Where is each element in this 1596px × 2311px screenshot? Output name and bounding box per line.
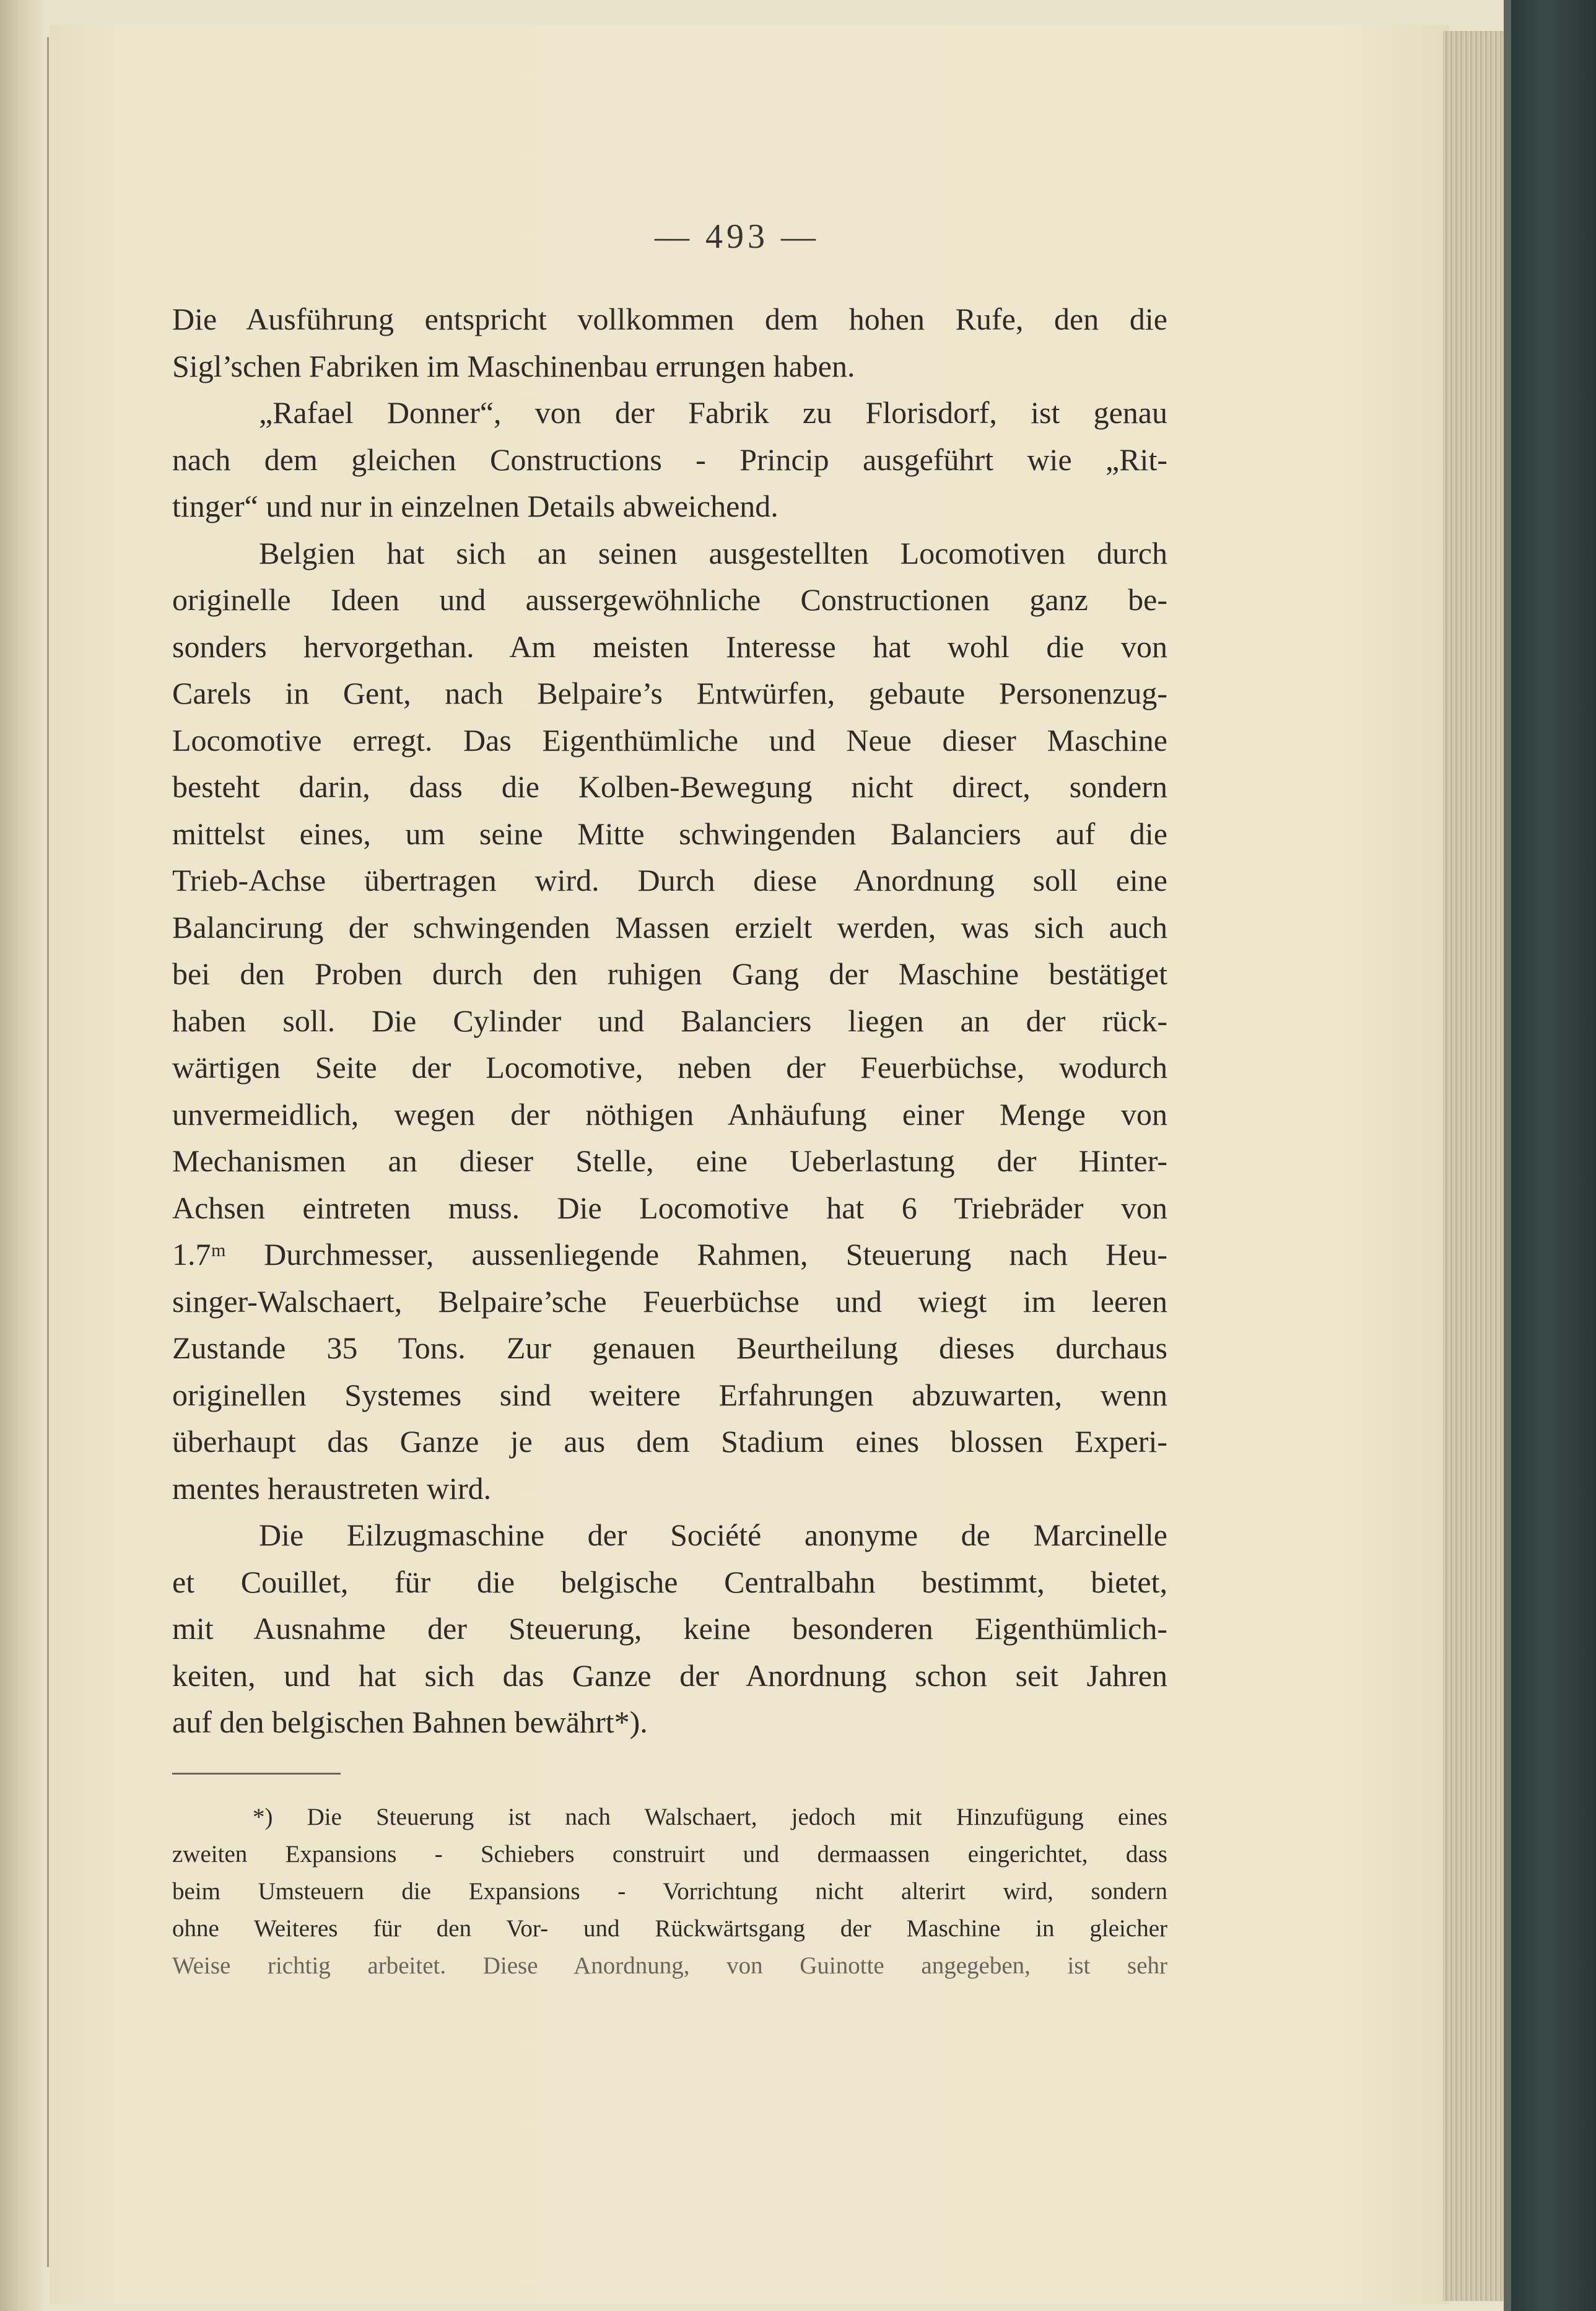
text-line: haben soll. Die Cylinder und Balanciers liegen an der rück-	[172, 1003, 1167, 1038]
text-line: 1.7ᵐ Durchmesser, aussenliegende Rahmen, Steuerung nach Heu-	[172, 1237, 1167, 1272]
footnote	[172, 1799, 1167, 1985]
text-line: Balancirung der schwingenden Massen erzielt werden, was sich auch	[172, 909, 1167, 945]
text-line: Locomotive erregt. Das Eigenthümliche und Neue dieser Maschine	[172, 722, 1167, 758]
book-cover	[1511, 0, 1596, 2311]
text-line: besteht darin, dass die Kolben-Bewegung nicht direct, sondern	[172, 769, 1167, 804]
text-line: keiten, und hat sich das Ganze der Anordnung schon seit Jahren	[172, 1658, 1167, 1693]
footnote-rule	[172, 1773, 341, 1775]
footnote-line: *) Die Steuerung ist nach Walschaert, jedoch mit Hinzufügung eines	[253, 1804, 1167, 1830]
footnote-line: ohne Weiteres für den Vor- und Rückwärtsgang der Maschine in gleicher	[172, 1915, 1167, 1942]
text-line: et Couillet, für die belgische Centralbahn bestimmt, bietet,	[172, 1564, 1167, 1599]
text-line: singer-Walschaert, Belpaire’sche Feuerbüchse und wiegt im leeren	[172, 1283, 1167, 1319]
text-line: originellen Systemes sind weitere Erfahrungen abzuwarten, wenn	[172, 1377, 1167, 1412]
text-line: sonders hervorgethan. Am meisten Interesse hat wohl die von	[172, 629, 1167, 664]
body-text	[172, 296, 1167, 1746]
text-line: mit Ausnahme der Steuerung, keine besonderen Eigenthümlich-	[172, 1611, 1167, 1646]
text-line: mittelst eines, um seine Mitte schwingenden Balanciers auf die	[172, 816, 1167, 851]
text-line: Trieb-Achse übertragen wird. Durch diese Anordnung soll eine	[172, 863, 1167, 898]
text-line: tinger“ und nur in einzelnen Details abweichend.	[172, 489, 778, 523]
text-line: Mechanismen an dieser Stelle, eine Ueberlastung der Hinter-	[172, 1143, 1167, 1178]
text-line: Die Ausführung entspricht vollkommen dem hohen Rufe, den die	[172, 302, 1167, 336]
text-line: Achsen eintreten muss. Die Locomotive hat 6 Triebräder von	[172, 1190, 1167, 1225]
text-line: Belgien hat sich an seinen ausgestellten Locomotiven durch	[259, 535, 1167, 570]
text-line: unvermeidlich, wegen der nöthigen Anhäufung einer Menge von	[172, 1096, 1167, 1132]
text-line: nach dem gleichen Constructions - Princip ausgeführt wie „Rit-	[172, 442, 1167, 477]
footnote-line: zweiten Expansions - Schiebers construirt und dermaassen eingerichtet, dass	[172, 1841, 1167, 1868]
text-line: Sigl’schen Fabriken im Maschinenbau errungen haben.	[172, 348, 855, 383]
text-line: wärtigen Seite der Locomotive, neben der Feuerbüchse, wodurch	[172, 1050, 1167, 1085]
text-line: Die Eilzugmaschine der Société anonyme de Marcinelle	[259, 1518, 1167, 1552]
text-line: überhaupt das Ganze je aus dem Stadium eines blossen Experi-	[172, 1424, 1167, 1459]
text-line: Carels in Gent, nach Belpaire’s Entwürfen, gebaute Personenzug-	[172, 676, 1167, 710]
footnote-line: Weise richtig arbeitet. Diese Anordnung, von Guinotte angegeben, ist sehr	[172, 1952, 1167, 1979]
text-line: mentes heraustreten wird.	[172, 1470, 492, 1506]
text-line: Zustande 35 Tons. Zur genauen Beurtheilung dieses durchaus	[172, 1330, 1167, 1365]
page-number: — 493 —	[655, 217, 819, 256]
gutter-line	[47, 37, 49, 2267]
text-line: auf den belgischen Bahnen bewährt*).	[172, 1705, 648, 1739]
text-line: „Rafael Donner“, von der Fabrik zu Florisdorf, ist genau	[259, 395, 1167, 430]
text-line: originelle Ideen und aussergewöhnliche Constructionen ganz be-	[172, 582, 1167, 617]
footnote-line: beim Umsteuern die Expansions - Vorrichtung nicht alterirt wird, sondern	[172, 1878, 1167, 1905]
page-stack-edges	[1443, 31, 1511, 2301]
facing-page-edge	[0, 0, 43, 2311]
text-line: bei den Proben durch den ruhigen Gang der Maschine bestätiget	[172, 956, 1167, 991]
